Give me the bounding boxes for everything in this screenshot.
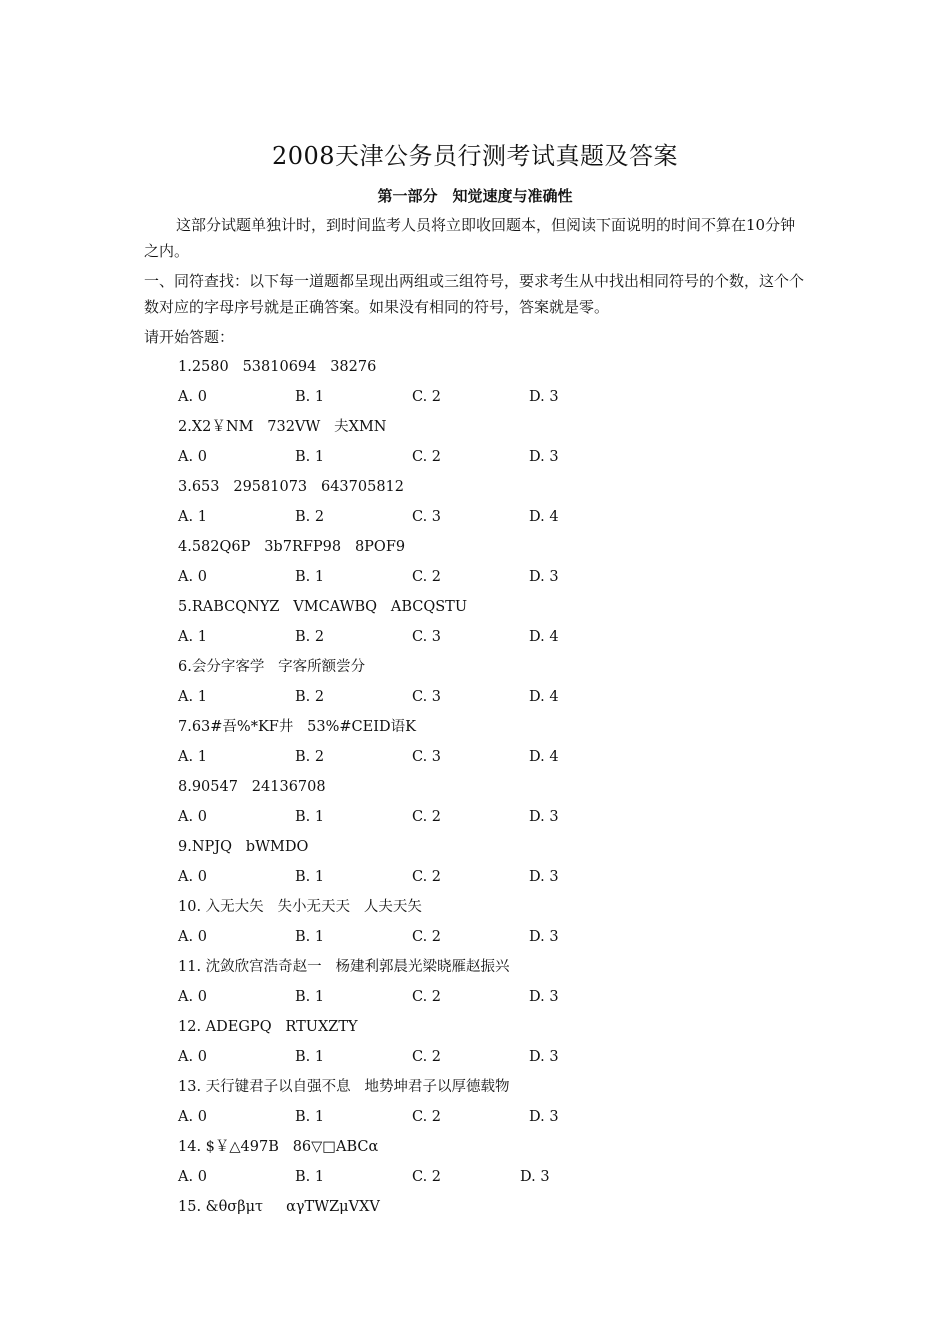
option-c: C. 3 bbox=[412, 749, 442, 765]
option-a: A. 0 bbox=[178, 1169, 207, 1185]
option-c: C. 3 bbox=[412, 509, 442, 525]
question-options bbox=[178, 922, 818, 952]
question-list bbox=[178, 352, 818, 1222]
option-b: B. 1 bbox=[295, 929, 325, 945]
question-stem: 1.2580 53810694 38276 bbox=[178, 359, 377, 375]
question-options bbox=[178, 1042, 818, 1072]
question-stem: 2.X2￥NM 732VW 夫XMN bbox=[178, 419, 387, 435]
option-b: B. 1 bbox=[295, 1109, 325, 1125]
option-a: A. 0 bbox=[178, 989, 207, 1005]
option-a: A. 0 bbox=[178, 809, 207, 825]
option-b: B. 1 bbox=[295, 869, 325, 885]
option-b: B. 1 bbox=[295, 569, 325, 585]
option-a: A. 1 bbox=[178, 509, 207, 525]
option-d: D. 3 bbox=[529, 569, 559, 585]
option-a: A. 0 bbox=[178, 449, 207, 465]
option-c: C. 3 bbox=[412, 689, 442, 705]
intro-paragraph: 这部分试题单独计时，到时间监考人员将立即收回题本，但阅读下面说明的时间不算在10分钟之内。 bbox=[144, 216, 796, 260]
question-options bbox=[178, 982, 818, 1012]
option-c: C. 2 bbox=[412, 569, 442, 585]
option-c: C. 2 bbox=[412, 449, 442, 465]
option-a: A. 1 bbox=[178, 689, 207, 705]
question-stem: 14. $￥△497B 86▽□ABCα bbox=[178, 1139, 379, 1155]
question-stem: 13. 天行键君子以自强不息 地势坤君子以厚德载物 bbox=[178, 1079, 510, 1095]
option-d: D. 4 bbox=[529, 509, 559, 525]
option-b: B. 1 bbox=[295, 389, 325, 405]
question-options bbox=[178, 862, 818, 892]
option-a: A. 1 bbox=[178, 629, 207, 645]
option-c: C. 2 bbox=[412, 869, 442, 885]
section-heading: 第一部分 知觉速度与准确性 bbox=[377, 187, 573, 205]
option-b: B. 1 bbox=[295, 1049, 325, 1065]
question-stem: 4.582Q6P 3b7RFP98 8POF9 bbox=[178, 539, 406, 555]
option-c: C. 2 bbox=[412, 1109, 442, 1125]
question-options bbox=[178, 442, 818, 472]
option-b: B. 1 bbox=[295, 449, 325, 465]
option-d: D. 3 bbox=[529, 389, 559, 405]
question-options bbox=[178, 622, 818, 652]
option-d: D. 4 bbox=[529, 629, 559, 645]
option-a: A. 0 bbox=[178, 1109, 207, 1125]
question-stem: 7.63#吾%*KF井 53%#CEID语K bbox=[178, 719, 416, 735]
question-options bbox=[178, 382, 818, 412]
option-c: C. 2 bbox=[412, 929, 442, 945]
instruction-paragraph: 一、同符查找：以下每一道题都呈现出两组或三组符号，要求考生从中找出相同符号的个数，这个个数对应的字母序号就是正确答案。如果没有相同的符号，答案就是零。 bbox=[144, 272, 805, 316]
question-options bbox=[178, 502, 818, 532]
option-b: B. 2 bbox=[295, 509, 325, 525]
option-b: B. 2 bbox=[295, 689, 325, 705]
option-c: C. 2 bbox=[412, 389, 442, 405]
option-d: D. 3 bbox=[529, 809, 559, 825]
option-d: D. 3 bbox=[529, 449, 559, 465]
option-d: D. 4 bbox=[529, 749, 559, 765]
option-c: C. 2 bbox=[412, 809, 442, 825]
option-d: D. 3 bbox=[529, 1049, 559, 1065]
document-title: 2008天津公务员行测考试真题及答案 bbox=[271, 142, 679, 170]
question-options bbox=[178, 562, 818, 592]
option-a: A. 0 bbox=[178, 869, 207, 885]
question-stem: 6.会分字客学 字客所额尝分 bbox=[178, 659, 366, 675]
option-d: D. 3 bbox=[529, 869, 559, 885]
option-b: B. 1 bbox=[295, 989, 325, 1005]
question-stem: 11. 沈敛欣宫浩奇赵一 杨建利郭晨光梁晓雁赵振兴 bbox=[178, 959, 510, 975]
option-c: C. 3 bbox=[412, 629, 442, 645]
option-c: C. 2 bbox=[412, 1049, 442, 1065]
question-stem: 15. &θσβμτ αγTWZμVXV bbox=[178, 1199, 380, 1215]
question-options bbox=[178, 1162, 818, 1192]
option-d: D. 3 bbox=[529, 1109, 559, 1125]
question-stem: 12. ADEGPQ RTUXZTY bbox=[178, 1019, 358, 1035]
question-options bbox=[178, 682, 818, 712]
option-b: B. 2 bbox=[295, 749, 325, 765]
question-stem: 8.90547 24136708 bbox=[178, 779, 326, 795]
question-stem: 3.653 29581073 643705812 bbox=[178, 479, 404, 495]
option-b: B. 1 bbox=[295, 1169, 325, 1185]
start-prompt: 请开始答题： bbox=[144, 328, 235, 346]
question-options bbox=[178, 742, 818, 772]
question-stem: 5.RABCQNYZ VMCAWBQ ABCQSTU bbox=[178, 599, 468, 615]
option-b: B. 2 bbox=[295, 629, 325, 645]
question-stem: 10. 入无大矢 失小无天天 人夫天矢 bbox=[178, 899, 422, 915]
option-c: C. 2 bbox=[412, 1169, 442, 1185]
question-stem: 9.NPJQ bWMDO bbox=[178, 839, 309, 855]
option-a: A. 0 bbox=[178, 569, 207, 585]
option-d: D. 3 bbox=[529, 929, 559, 945]
option-d: D. 3 bbox=[529, 989, 559, 1005]
option-d: D. 3 bbox=[520, 1169, 550, 1185]
option-d: D. 4 bbox=[529, 689, 559, 705]
option-a: A. 0 bbox=[178, 389, 207, 405]
question-options bbox=[178, 1102, 818, 1132]
option-a: A. 0 bbox=[178, 929, 207, 945]
question-options bbox=[178, 802, 818, 832]
option-b: B. 1 bbox=[295, 809, 325, 825]
option-a: A. 0 bbox=[178, 1049, 207, 1065]
option-c: C. 2 bbox=[412, 989, 442, 1005]
option-a: A. 1 bbox=[178, 749, 207, 765]
